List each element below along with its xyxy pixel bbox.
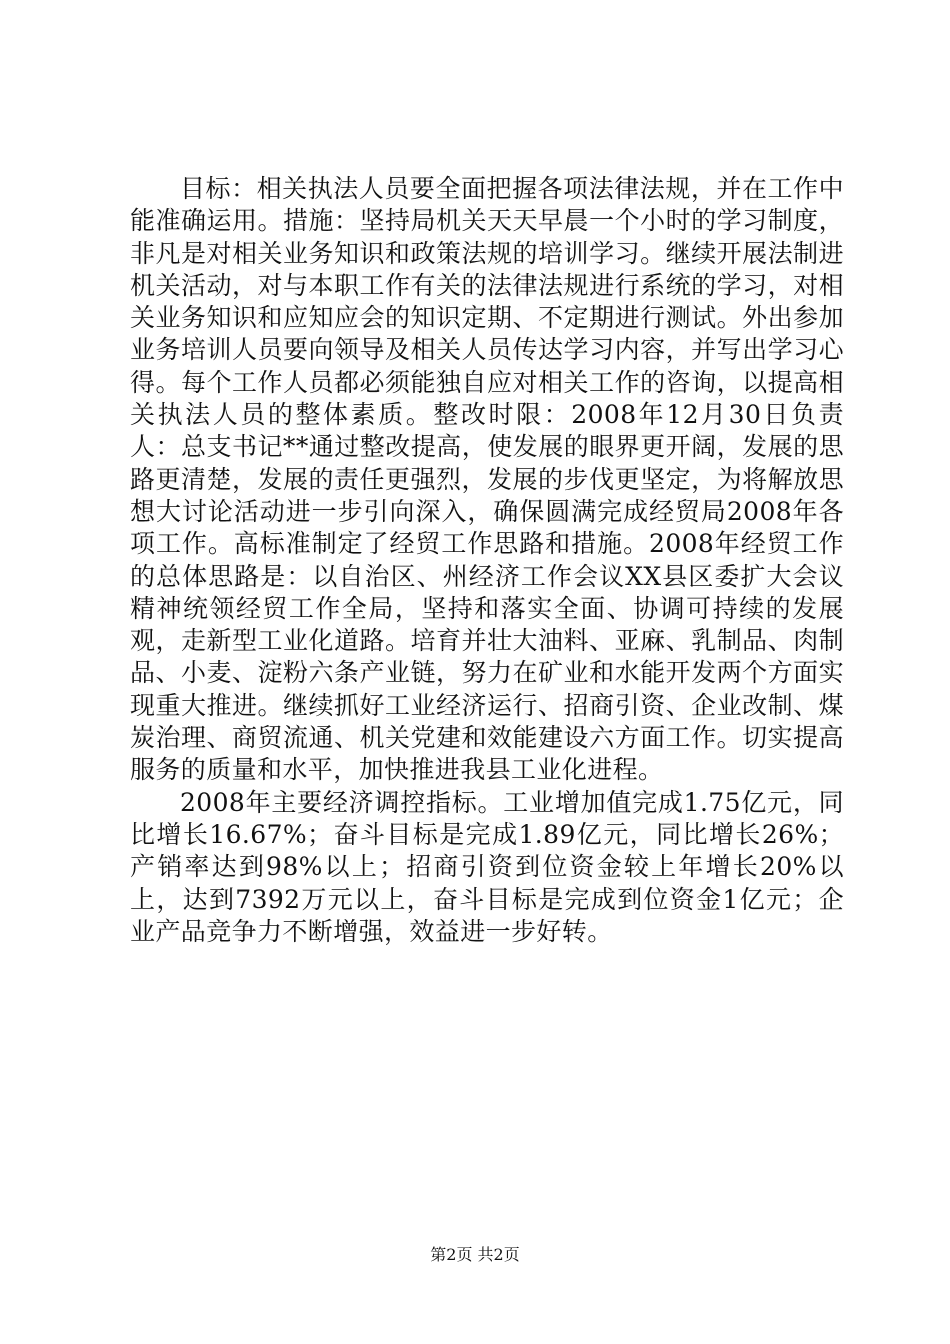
page-footer: 第2页 共2页 <box>430 1245 520 1264</box>
paragraph-economic-indicators: 2008年主要经济调控指标。工业增加值完成1.75亿元，同比增长16.67%；奋斗目标是完成1.89亿元，同比增长26%；产销率达到98%以上；招商引资到位资金较上年增长20%以上，达到7392万元以上，奋斗目标是完成到位资金1亿元；企业产品竞争力不断增强，效益进一步好转。 <box>130 787 844 946</box>
paragraph-targets-measures: 目标：相关执法人员要全面把握各项法律法规，并在工作中能准确运用。措施：坚持局机关天天早晨一个小时的学习制度，非凡是对相关业务知识和政策法规的培训学习。继续开展法制进机关活动，对与本职工作有关的法律法规进行系统的学习，对相关业务知识和应知应会的知识定期、不定期进行测试。外出参加业务培训人员要向领导及相关人员传达学习内容，并写出学习心得。每个工作人员都必须能独自应对相关工作的咨询，以提高相关执法人员的整体素质。整改时限：2008年12月30日负责人：总支书记**通过整改提高，使发展的眼界更开阔，发展的思路更清楚，发展的责任更强烈，发展的步伐更坚定，为将解放思想大讨论活动进一步引向深入，确保圆满完成经贸局2008年各项工作。高标准制定了经贸工作思路和措施。2008年经贸工作的总体思路是：以自治区、州经济工作会议XX县区委扩大会议精神统领经贸工作全局，坚持和落实全面、协调可持续的发展观，走新型工业化道路。培育并壮大油料、亚麻、乳制品、肉制品、小麦、淀粉六条产业链，努力在矿业和水能开发两个方面实现重大推进。继续抓好工业经济运行、招商引资、企业改制、煤炭治理、商贸流通、机关党建和效能建设六方面工作。切实提高服务的质量和水平，加快推进我县工业化进程。 <box>130 174 844 785</box>
document-body <box>130 173 844 948</box>
